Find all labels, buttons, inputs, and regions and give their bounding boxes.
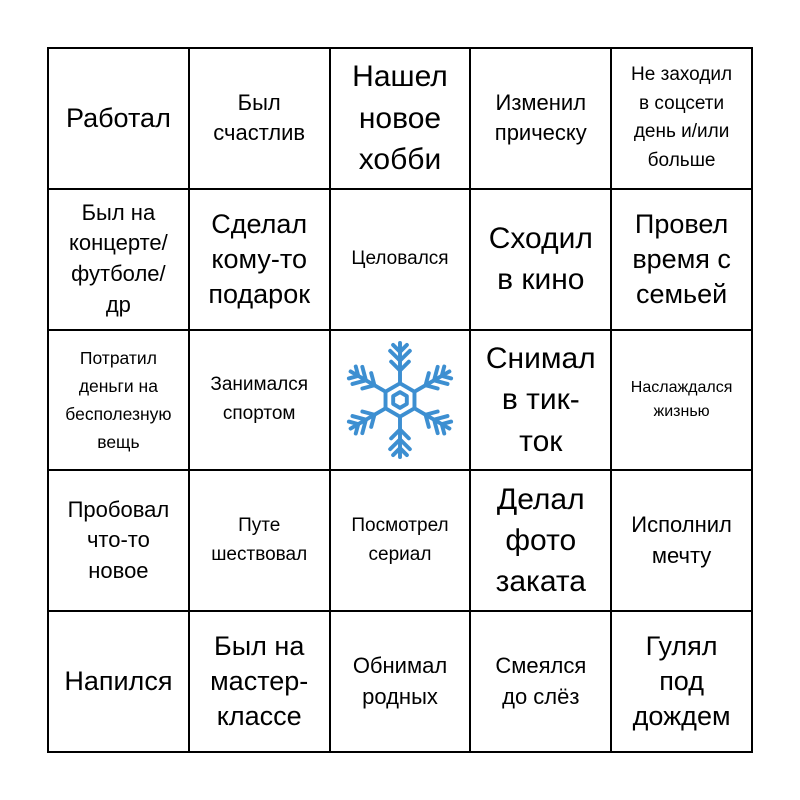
bingo-cell-r3c1[interactable]: Потратил деньги на бесполезную вещь — [48, 330, 189, 471]
bingo-cell-r4c5[interactable]: Исполнил мечту — [611, 470, 752, 611]
bingo-cell-r2c4[interactable]: Сходил в кино — [470, 189, 611, 330]
bingo-cell-r5c3[interactable]: Обнимал родных — [330, 611, 471, 752]
bingo-cell-r2c5[interactable]: Провел время с семьей — [611, 189, 752, 330]
bingo-board — [47, 47, 753, 753]
bingo-cell-r4c4[interactable]: Делал фото заката — [470, 470, 611, 611]
bingo-cell-r5c4[interactable]: Смеялся до слёз — [470, 611, 611, 752]
bingo-cell-r2c2[interactable]: Сделал кому-то подарок — [189, 189, 330, 330]
bingo-cell-r3c5[interactable]: Наслаждался жизнью — [611, 330, 752, 471]
bingo-cell-r2c1[interactable]: Был на концерте/ футболе/ др — [48, 189, 189, 330]
bingo-free-space — [330, 330, 471, 471]
bingo-cell-r4c3[interactable]: Посмотрел сериал — [330, 470, 471, 611]
bingo-cell-r1c5[interactable]: Не заходил в соцсети день и/или больше — [611, 48, 752, 189]
bingo-cell-r5c1[interactable]: Напился — [48, 611, 189, 752]
bingo-cell-r2c3[interactable]: Целовался — [330, 189, 471, 330]
bingo-cell-r1c4[interactable]: Изменил прическу — [470, 48, 611, 189]
snowflake-icon — [341, 336, 459, 464]
bingo-cell-r4c1[interactable]: Пробовал что-то новое — [48, 470, 189, 611]
bingo-cell-r5c5[interactable]: Гулял под дождем — [611, 611, 752, 752]
bingo-cell-r3c4[interactable]: Снимал в тик- ток — [470, 330, 611, 471]
bingo-cell-r3c2[interactable]: Занимался спортом — [189, 330, 330, 471]
bingo-cell-r5c2[interactable]: Был на мастер- классе — [189, 611, 330, 752]
bingo-cell-r1c2[interactable]: Был счастлив — [189, 48, 330, 189]
bingo-cell-r1c3[interactable]: Нашел новое хобби — [330, 48, 471, 189]
bingo-cell-r4c2[interactable]: Путе шествовал — [189, 470, 330, 611]
bingo-cell-r1c1[interactable]: Работал — [48, 48, 189, 189]
